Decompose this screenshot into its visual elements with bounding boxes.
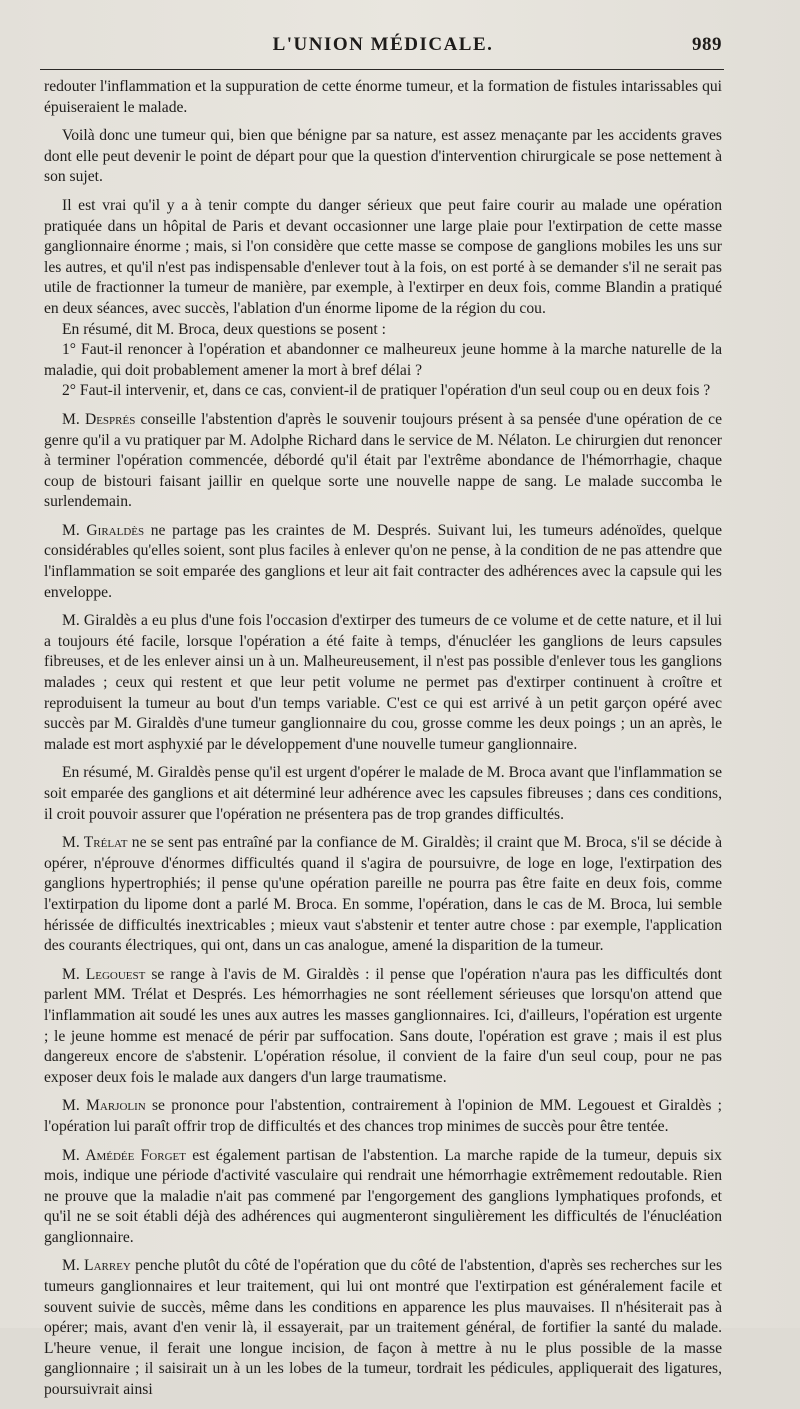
paragraph: M. Giraldès ne partage pas les craintes de M. Després. Suivant lui, les tumeurs adénoïdes, quelque considérables qu'elles soient, sont plus faciles à enlever qu'on ne pense, à la condition de ne pas attendre que l'inflammation se soit emparée des ganglions et leur ait fait contracter des adhérences avec la capsule qui les enveloppe. (44, 521, 722, 601)
paragraph: M. Giraldès a eu plus d'une fois l'occasion d'extirper des tumeurs de ce volume et de cette nature, et il lui a toujours été facile, lorsque l'opération a été faite à temps, d'énucléer les ganglions de leurs capsules fibreuses, et de les enlever ainsi un à un. Malheureusement, il n'est pas possible d'enlever tous les ganglions malades ; ceux qui restent et que leur petit volume ne permet pas d'extirper continuent à croître et reproduisent la tumeur au bout d'un temps variable. C'est ce qui est arrivé à un petit garçon opéré avec succès par M. Giraldès d'une tumeur ganglionnaire du cou, grosse comme les deux poings ; un an après, le malade est mort asphyxié par le développement d'une nouvelle tumeur ganglionnaire. (44, 612, 722, 753)
paragraph: M. Larrey penche plutôt du côté de l'opération que du côté de l'abstention, d'après ses recherches sur les tumeurs ganglionnaires et leur traitement, qui lui ont montré que l'extirpation est généralement facile et souvent suivie de succès, même dans les conditions en apparence les plus mauvaises. Il n'hésiterait pas à opérer; mais, avant d'en venir là, il essayerait, par un traitement général, de fortifier la santé du malade. L'heure venue, il ferait une longue incision, de façon à mettre à nu le plus possible de la masse ganglionnaire ; il saisirait un à un les lobes de la tumeur, tordrait les pédicules, appliquerait des ligatures, poursuivrait ainsi (44, 1257, 723, 1399)
paragraph: 1° Faut-il renoncer à l'opération et abandonner ce malheureux jeune homme à la marche naturelle de la maladie, qui doit probablement amener la mort à bref délai ? (44, 341, 722, 379)
speaker-name: M. Després (62, 410, 136, 428)
paragraph: Voilà donc une tumeur qui, bien que bénigne par sa nature, est assez menaçante par les accidents graves dont elle peut devenir le point de départ pour que la question d'intervention chirurgicale se pose nettement à son sujet. (44, 127, 722, 186)
paragraph: En résumé, dit M. Broca, deux questions se posent : (62, 320, 386, 338)
paragraph: M. Amédée Forget est également partisan de l'abstention. La marche rapide de la tumeur, depuis six mois, indique une période d'activité vasculaire qui rendrait une hémorrhagie extrêmement redoutable. Rien ne prouve que la maladie n'ait pas commené par l'engorgement des ganglions lymphatiques profonds, et qu'il ne se soit établi déjà des adhérences qui augmenteront singulièrement les difficultés de l'énucléation ganglionnaire. (44, 1146, 722, 1246)
paragraph: Il est vrai qu'il y a à tenir compte du danger sérieux que peut faire courir au malade une opération pratiquée dans un hôpital de Paris et devant occasionner une large plaie pour l'extirpation de cette masse ganglionnaire énorme ; mais, si l'on considère que cette masse se compose de ganglions mobiles les uns sur les autres, et qu'il n'est pas indispensable d'enlever tout à la fois, on est porté à se demander s'il ne serait pas utile de fractionner la tumeur de manière, par exemple, à l'extirper en deux fois, comme Blandin a pratiqué en deux séances, avec succès, l'ablation d'un énorme lipome de la région du cou. (44, 196, 722, 317)
paragraph: M. Després conseille l'abstention d'après le souvenir toujours présent à sa pensée d'une opération de ce genre qu'il a vu pratiquer par M. Adolphe Richard dans le service de M. Nélaton. Le chirurgien dut renoncer à terminer l'opération commencée, débordé qu'il était par l'extrême abondance de l'hémorrhagie, chaque coup de bistouri faisant jaillir en quelque sorte une nouvelle nappe de sang. Le malade succomba le surlendemain. (44, 410, 722, 511)
article-body (44, 77, 722, 1409)
paragraph: M. Legouest se range à l'avis de M. Giraldès : il pense que l'opération n'aura pas les difficultés dont parlent MM. Trélat et Després. Les hémorrhagies ne sont réellement sérieuses que lorsqu'on attend que l'inflammation ait soudé les unes aux autres les masses ganglionnaires. Ici, d'ailleurs, l'opération est urgente ; le jeune homme est menacé de périr par suffocation. Sans doute, l'opération est grave ; mais il est plus dangereux encore de s'abstenir. L'opération résolue, il convient de la faire d'un seul coup, pour ne pas exposer deux fois le malade aux dangers d'un large traumatisme. (44, 965, 723, 1086)
page-number: 989 (692, 34, 722, 55)
page-header (44, 34, 722, 64)
paragraph: redouter l'inflammation et la suppuration de cette énorme tumeur, et la formation de fistules intarissables qui épuiseraient le malade. (44, 78, 722, 116)
running-title: L'UNION MÉDICALE. (272, 34, 494, 55)
paragraph: 2° Faut-il intervenir, et, dans ce cas, convient-il de pratiquer l'opération d'un seul coup ou en deux fois ? (62, 382, 711, 400)
paragraph: M. Trélat ne se sent pas entraîné par la confiance de M. Giraldès; il craint que M. Broca, s'il se décide à opérer, n'éprouve d'énormes difficultés quand il s'agira de poursuivre, de loge en loge, l'extirpation des ganglions hypertrophiés; il pense qu'une opération pareille ne pourra pas être faite en deux fois, comme l'extirpation du lipome dont a parlé M. Broca. En somme, l'opération, dans le cas de M. Broca, lui semble hérissée de difficultés inextricables ; mieux vaut s'abstenir et tenter autre chose : par exemple, l'application des courants électriques, qui ont, dans un cas analogue, amené la disparition de la tumeur. (44, 834, 723, 955)
speaker-name: M. Giraldès (62, 521, 145, 539)
speaker-name: M. Legouest (62, 965, 146, 983)
speaker-name: M. Marjolin (62, 1097, 146, 1115)
paragraph: M. Marjolin se prononce pour l'abstention, contrairement à l'opinion de MM. Legouest et Giraldès ; l'opération lui paraît offrir trop de difficultés et des chances trop minimes de succès pour être tentée. (44, 1097, 722, 1135)
speaker-name: M. Trélat (62, 834, 128, 852)
paragraph: En résumé, M. Giraldès pense qu'il est urgent d'opérer le malade de M. Broca avant que l'inflammation se soit emparée des ganglions et ait déterminé leur adhérence avec les capsules fibreuses ; dans ces conditions, il croit pouvoir assurer que l'opération ne présentera pas de trop grandes difficultés. (44, 764, 722, 823)
speaker-name: M. Amédée Forget (62, 1146, 186, 1164)
speaker-name: M. Larrey (62, 1257, 131, 1275)
header-rule (40, 69, 724, 70)
